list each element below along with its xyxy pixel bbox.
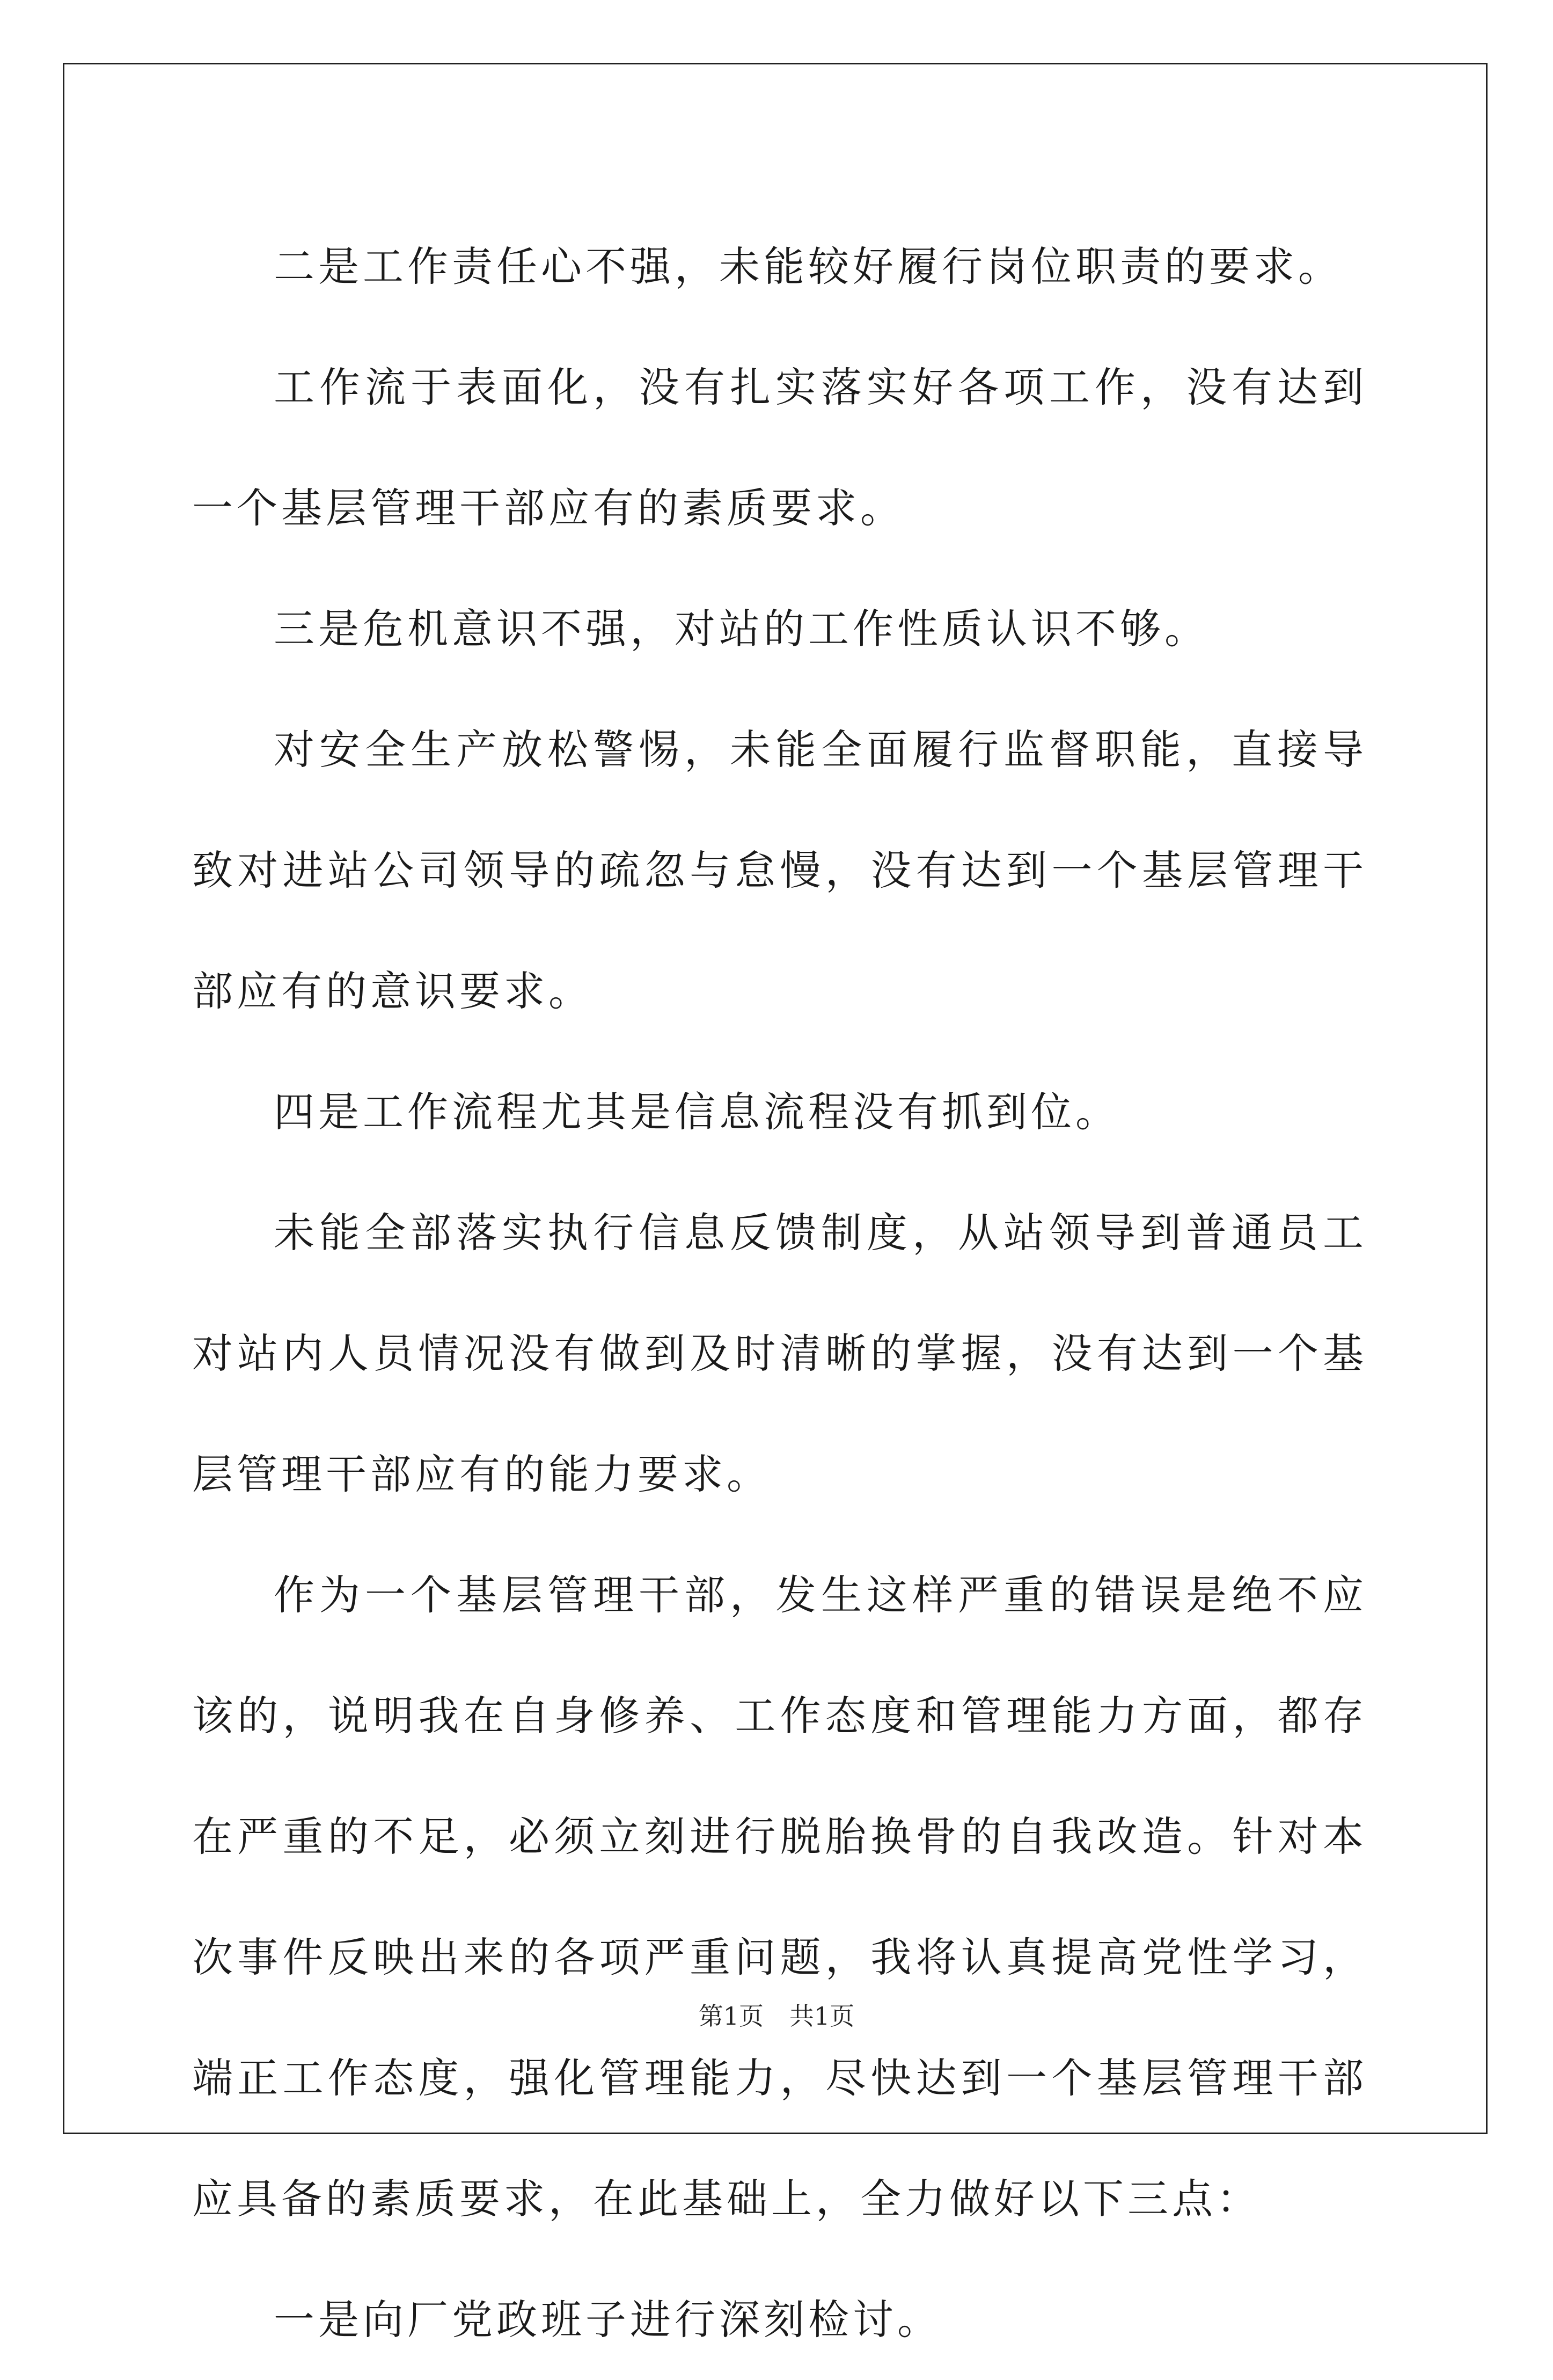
document-body <box>192 206 1367 2380</box>
page-total: 共1页 <box>789 2002 855 2031</box>
paragraph: 三是危机意识不强，对站的工作性质认识不够。 <box>274 605 1209 653</box>
page-footer <box>0 2000 1553 2032</box>
paragraph: 对安全生产放松警惕，未能全面履行监督职能，直接导致对进站公司领导的疏忽与怠慢，没有达到一个基层管理干部应有的意识要求。 <box>192 726 1367 1015</box>
paragraph: 未能全部落实执行信息反馈制度，从站领导到普通员工对站内人员情况没有做到及时清晰的掌握，没有达到一个基层管理干部应有的能力要求。 <box>192 1209 1367 1498</box>
paragraph: 四是工作流程尤其是信息流程没有抓到位。 <box>274 1088 1120 1136</box>
paragraph: 工作流于表面化，没有扎实落实好各项工作，没有达到一个基层管理干部应有的素质要求。 <box>192 363 1367 532</box>
paragraph: 二是工作责任心不强，未能较好履行岗位职责的要求。 <box>274 243 1343 290</box>
paragraph: 一是向厂党政班子进行深刻检讨。 <box>274 2296 942 2344</box>
paragraph: 作为一个基层管理干部，发生这样严重的错误是绝不应该的，说明我在自身修养、工作态度和管理能力方面，都存在严重的不足，必须立刻进行脱胎换骨的自我改造。针对本次事件反映出来的各项严重问题，我将认真提高党性学习，端正工作态度，强化管理能力，尽快达到一个基层管理干部应具备的素质要求，在此基础上，全力做好以下三点： <box>192 1571 1367 2223</box>
page-number: 第1页 <box>698 2002 764 2031</box>
